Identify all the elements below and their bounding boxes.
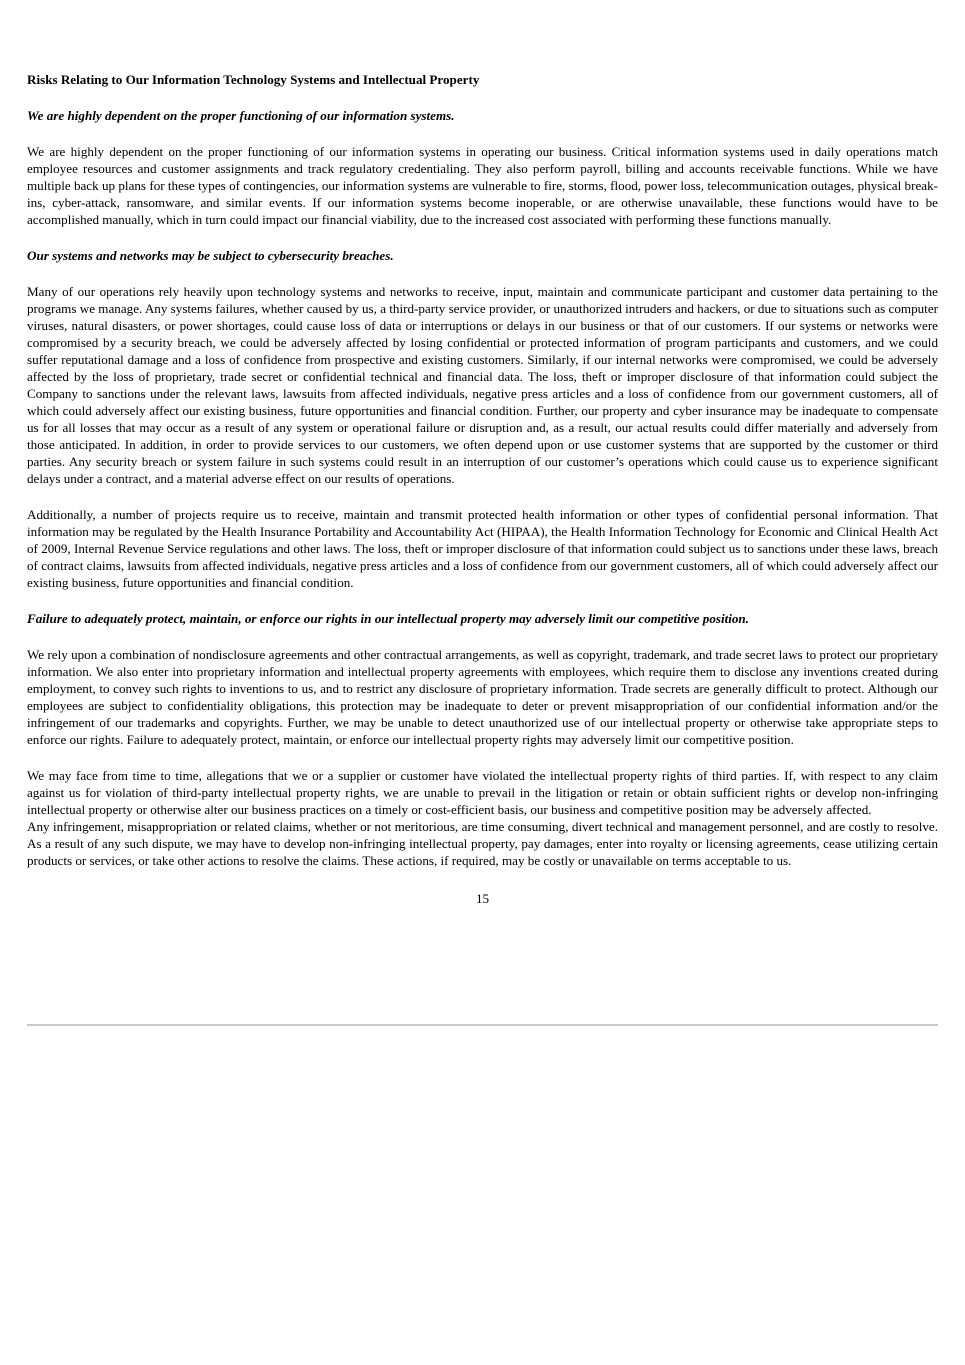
paragraph: Many of our operations rely heavily upon technology systems and networks to receive, input, maintain and communicate participant and customer data pertaining to the programs we manage. Any systems failures, whether caused by us, a third-party service provider, or unauthorized intruders and hackers, or due to situations such as computer viruses, natural disasters, or power shortages, could cause loss of data or interruptions or delays in our business or that of our customers. If our systems or networks were compromised by a security breach, we could be adversely affected by losing confidential or protected information of program participants and customers, and we could suffer reputational damage and a loss of confidence from prospective and existing customers. Similarly, if our internal networks were compromised, we could be adversely affected by the loss of proprietary, trade secret or confidential technical and financial data. The loss, theft or improper disclosure of that information could subject the Company to sanctions under the relevant laws, lawsuits from affected individuals, negative press articles and a loss of confidence from our government customers, all of which could adversely affect our existing business, future opportunities and financial condition. Further, our property and cyber insurance may be inadequate to compensate us for all losses that may occur as a result of any system or operational failure or disruption and, as a result, our actual results could differ materially and adversely from those anticipated. In addition, in order to provide services to our customers, we often depend upon or use customer systems that are supported by the customer or third parties. Any security breach or system failure in such systems could result in an interruption of our customer’s operations which could cause us to experience significant delays under a contract, and a material adverse effect on our results of operations. <box>27 284 938 486</box>
risk-heading-intellectual-property: Failure to adequately protect, maintain, or enforce our rights in our intellectual property may adversely limit our competitive position. <box>27 611 749 626</box>
paragraph: We rely upon a combination of nondisclosure agreements and other contractual arrangements, as well as copyright, trademark, and trade secret laws to protect our proprietary information. We also enter into proprietary information and intellectual property agreements with employees, which require them to disclose any inventions created during employment, to convey such rights to inventions to us, and to restrict any disclosure of proprietary information. Trade secrets are generally difficult to protect. Although our employees are subject to confidentiality obligations, this protection may be inadequate to deter or prevent misappropriation of our confidential information and/or the infringement of our trademarks and copyrights. Further, we may be unable to detect unauthorized use of our intellectual property or otherwise take appropriate steps to enforce our rights. Failure to adequately protect, maintain, or enforce our intellectual property rights may adversely limit our competitive position. <box>27 647 938 747</box>
paragraph: We may face from time to time, allegations that we or a supplier or customer have violated the intellectual property rights of third parties. If, with respect to any claim against us for violation of third-party intellectual property rights, we are unable to prevail in the litigation or retain or obtain sufficient rights or develop non-infringing intellectual property or otherwise alter our business practices on a timely or cost-efficient basis, our business and competitive position may be adversely affected. <box>27 768 938 817</box>
paragraph: Any infringement, misappropriation or related claims, whether or not meritorious, are time consuming, divert technical and management personnel, and are costly to resolve. As a result of any such dispute, we may have to develop non-infringing intellectual property, pay damages, enter into royalty or licensing agreements, cease utilizing certain products or services, or take other actions to resolve the claims. These actions, if required, may be costly or unavailable on terms acceptable to us. <box>27 819 938 868</box>
page-divider <box>27 1024 938 1026</box>
paragraph: Additionally, a number of projects require us to receive, maintain and transmit protected health information or other types of confidential personal information. That information may be regulated by the Health Insurance Portability and Accountability Act (HIPAA), the Health Information Technology for Economic and Clinical Health Act of 2009, Internal Revenue Service regulations and other laws. The loss, theft or improper disclosure of that information could subject us to sanctions under these laws, breach of contract claims, lawsuits from affected individuals, negative press articles and a loss of confidence from our government customers, all of which could adversely affect our existing business, future opportunities and financial condition. <box>27 507 938 590</box>
page-number: 15 <box>475 891 490 906</box>
document-page <box>27 71 938 907</box>
paragraph: We are highly dependent on the proper functioning of our information systems in operating our business. Critical information systems used in daily operations match employee resources and customer assignments and track regulatory credentialing. They also perform payroll, billing and accounts receivable functions. While we have multiple back up plans for these types of contingencies, our information systems are vulnerable to fire, storms, flood, power loss, telecommunication outages, physical break-ins, cyber-attack, ransomware, and similar events. If our information systems become inoperable, or are otherwise unavailable, these functions would have to be accomplished manually, which in turn could impact our financial viability, due to the increased cost associated with performing these functions manually. <box>27 144 938 227</box>
risk-heading-cybersecurity: Our systems and networks may be subject to cybersecurity breaches. <box>27 248 394 263</box>
section-title: Risks Relating to Our Information Technology Systems and Intellectual Property <box>27 72 480 87</box>
risk-heading-information-systems: We are highly dependent on the proper functioning of our information systems. <box>27 108 455 123</box>
